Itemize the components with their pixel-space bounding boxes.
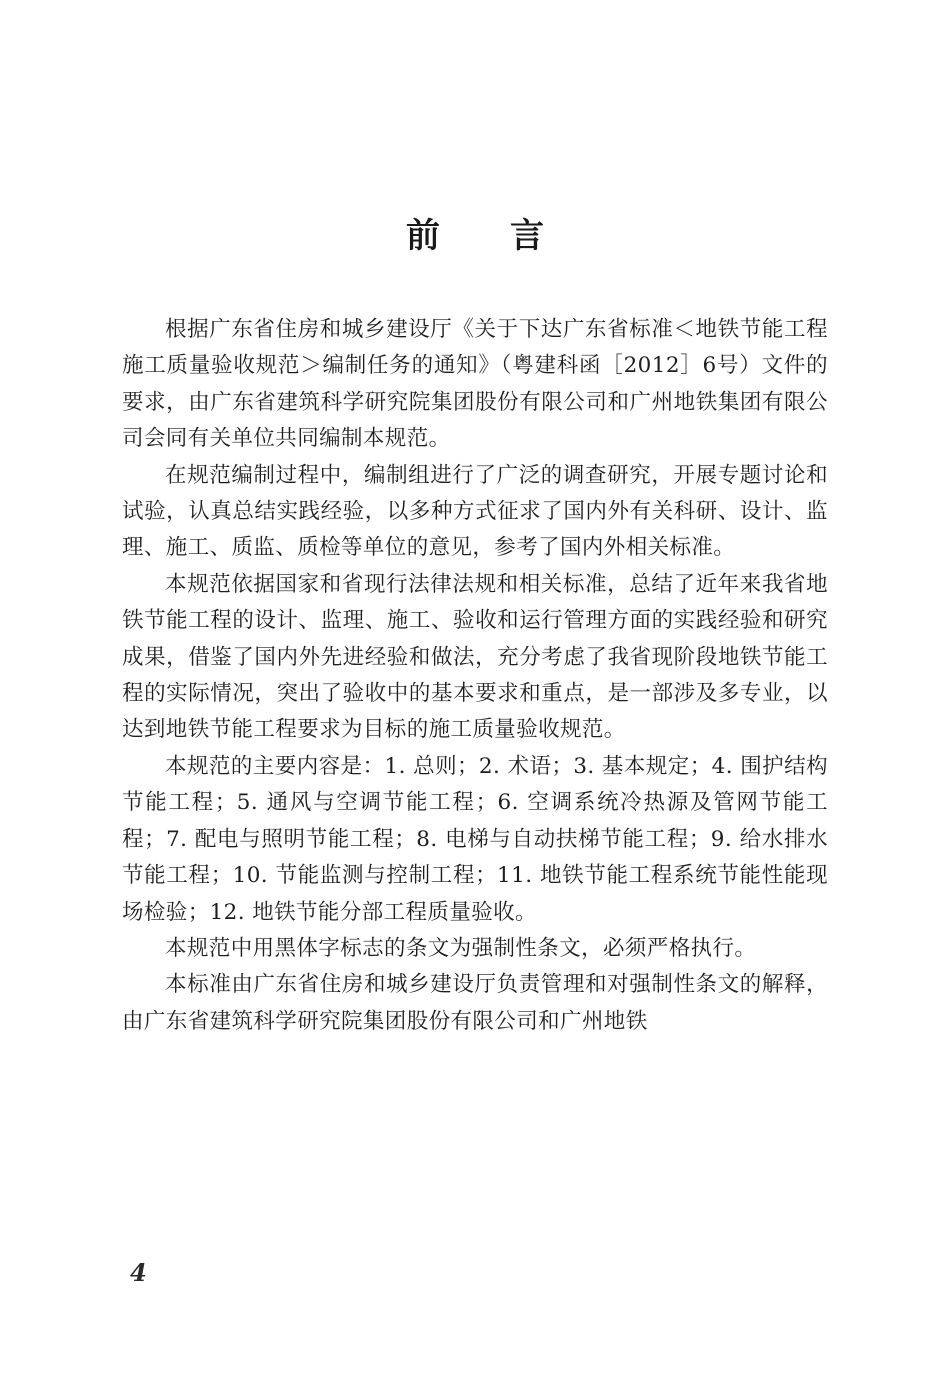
preface-body <box>122 312 828 1040</box>
page-number: 4 <box>130 1258 147 1287</box>
page-title <box>0 208 950 264</box>
paragraph-mandatory: 本规范中用黑体字标志的条文为强制性条文，必须严格执行。 <box>165 935 757 961</box>
title-char-right: 言 <box>510 216 544 256</box>
paragraph-basis: 根据广东省住房和城乡建设厅《关于下达广东省标准＜地铁节能工程施工质量验收规范＞编制任务的通知》（粤建科函［2012］6号）文件的要求，由广东省建筑科学研究院集团股份有限公司和广州地铁集团有限公司会同有关单位共同编制本规范。 <box>122 317 828 452</box>
title-char-left: 前 <box>406 216 440 256</box>
paragraph-process: 在规范编制过程中，编制组进行了广泛的调查研究，开展专题讨论和试验，认真总结实践经验，以多种方式征求了国内外有关科研、设计、监理、施工、质监、质检等单位的意见，参考了国内外相关标准。 <box>122 462 828 561</box>
paragraph-summary: 本规范依据国家和省现行法律法规和相关标准，总结了近年来我省地铁节能工程的设计、监理、施工、验收和运行管理方面的实践经验和研究成果，借鉴了国内外先进经验和做法，充分考虑了我省现阶段地铁节能工程的实际情况，突出了验收中的基本要求和重点，是一部涉及多专业，以达到地铁节能工程要求为目标的施工质量验收规范。 <box>122 571 828 743</box>
paragraph-management: 本标准由广东省住房和城乡建设厅负责管理和对强制性条文的解释，由广东省建筑科学研究院集团股份有限公司和广州地铁 <box>122 972 828 1034</box>
paragraph-contents: 本规范的主要内容是：1. 总则；2. 术语；3. 基本规定；4. 围护结构节能工程；5. 通风与空调节能工程；6. 空调系统冷热源及管网节能工程；7. 配电与照明节能工程；8. 电梯与自动扶梯节能工程；9. 给水排水节能工程；10. 节能监测与控制工程；11. 地铁节能工程系统节能性能现场检验；12. 地铁节能分部工程质量验收。 <box>122 753 828 925</box>
